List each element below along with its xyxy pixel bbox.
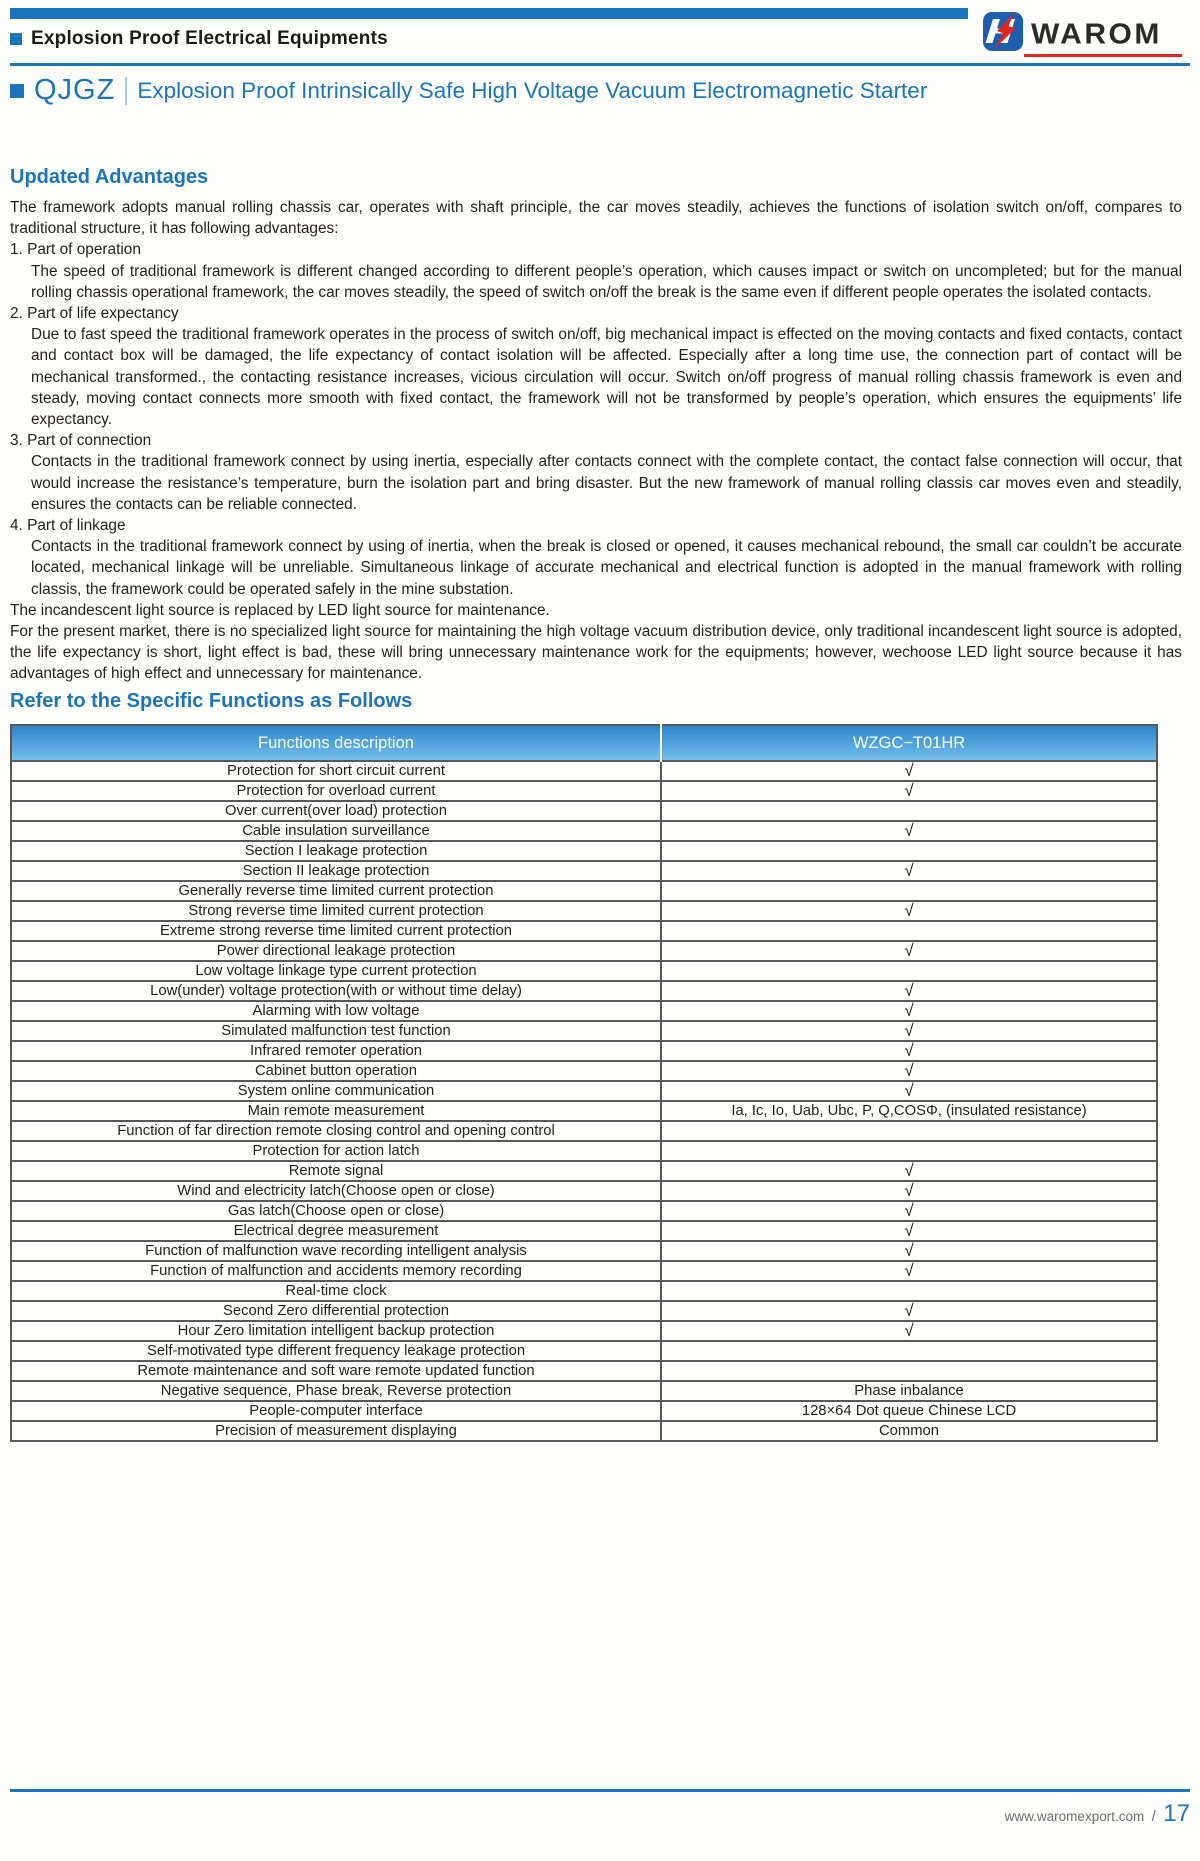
table-row xyxy=(11,1001,1157,1021)
function-value-cell xyxy=(661,1361,1157,1381)
table-row xyxy=(11,761,1157,781)
advantages-intro: The framework adopts manual rolling chassis car, operates with shaft principle, the car moves steadily, achieves the functions of isolation switch on/off, compares to traditional structure, it has following advantages: xyxy=(10,199,1182,238)
table-row xyxy=(11,1021,1157,1041)
function-value-cell xyxy=(661,1281,1157,1301)
function-value-cell: √ xyxy=(661,1321,1157,1341)
function-value-cell: √ xyxy=(661,1221,1157,1241)
function-value-cell: √ xyxy=(661,941,1157,961)
table-row xyxy=(11,1301,1157,1321)
square-bullet-icon xyxy=(10,33,22,45)
table-row xyxy=(11,1181,1157,1201)
function-description-cell: Alarming with low voltage xyxy=(11,1001,661,1021)
function-description-cell: Function of malfunction wave recording intelligent analysis xyxy=(11,1241,661,1261)
warom-logo xyxy=(982,10,1182,57)
table-row xyxy=(11,1101,1157,1121)
function-value-cell: √ xyxy=(661,901,1157,921)
advantage-item xyxy=(10,239,1182,303)
function-value-cell xyxy=(661,1141,1157,1161)
function-value-cell: √ xyxy=(661,821,1157,841)
table-row xyxy=(11,941,1157,961)
function-value-cell xyxy=(661,881,1157,901)
function-description-cell: Simulated malfunction test function xyxy=(11,1021,661,1041)
table-row xyxy=(11,1261,1157,1281)
function-value-cell: √ xyxy=(661,1241,1157,1261)
table-row xyxy=(11,1281,1157,1301)
function-description-cell: Protection for overload current xyxy=(11,781,661,801)
title-vertical-divider xyxy=(125,77,127,105)
advantage-item-text: The speed of traditional framework is different changed according to different people’s operation, which causes impact or switch on uncompleted; but for the manual rolling chassis operational framework, the car moves steadily, the speed of switch on/off the break is the same even if different people operates the isolated contacts. xyxy=(31,262,1182,301)
function-value-cell: √ xyxy=(661,1261,1157,1281)
page-number: 17 xyxy=(1163,1800,1190,1827)
function-value-cell: 128×64 Dot queue Chinese LCD xyxy=(661,1401,1157,1421)
functions-table-body xyxy=(11,761,1157,1441)
table-row xyxy=(11,781,1157,801)
led-statement: The incandescent light source is replaced by LED light source for maintenance. xyxy=(10,601,550,619)
table-row xyxy=(11,861,1157,881)
function-value-cell: √ xyxy=(661,1081,1157,1101)
top-accent-bar xyxy=(10,8,968,19)
table-row xyxy=(11,901,1157,921)
table-row xyxy=(11,1081,1157,1101)
advantages-heading: Updated Advantages xyxy=(10,166,209,188)
function-value-cell xyxy=(661,841,1157,861)
function-description-cell: Low voltage linkage type current protection xyxy=(11,961,661,981)
function-description-cell: Strong reverse time limited current protection xyxy=(11,901,661,921)
advantage-item-label: 2. Part of life expectancy xyxy=(10,305,179,323)
function-description-cell: Wind and electricity latch(Choose open or close) xyxy=(11,1181,661,1201)
table-row xyxy=(11,1381,1157,1401)
advantage-item xyxy=(10,303,1182,430)
header-divider-rule xyxy=(10,63,1190,66)
function-value-cell xyxy=(661,961,1157,981)
function-description-cell: Function of malfunction and accidents memory recording xyxy=(11,1261,661,1281)
function-value-cell: √ xyxy=(661,861,1157,881)
brand-header-title: Explosion Proof Electrical Equipments xyxy=(31,28,388,49)
function-value-cell: √ xyxy=(661,781,1157,801)
warom-logo-text: WAROM xyxy=(1031,18,1162,51)
function-description-cell: People-computer interface xyxy=(11,1401,661,1421)
led-paragraph: For the present market, there is no specialized light source for maintaining the high voltage vacuum distribution device, only traditional incandescent light source is adopted, the life expectancy is short, light effect is bad, these will bring unnecessary maintenance work for the equipments; however, wechoose LED light source because it has advantages of high effect and unnecessary for maintenance. xyxy=(10,623,1182,683)
function-value-cell: √ xyxy=(661,1021,1157,1041)
functions-table xyxy=(10,724,1158,1442)
function-description-cell: Hour Zero limitation intelligent backup protection xyxy=(11,1321,661,1341)
table-row xyxy=(11,1401,1157,1421)
table-row xyxy=(11,841,1157,861)
table-row xyxy=(11,1161,1157,1181)
table-row xyxy=(11,1061,1157,1081)
advantage-item xyxy=(10,430,1182,515)
function-value-cell xyxy=(661,921,1157,941)
footer-separator: / xyxy=(1151,1808,1156,1825)
function-value-cell: Phase inbalance xyxy=(661,1381,1157,1401)
advantage-item-text: Contacts in the traditional framework connect by using of inertia, when the break is closed or opened, it causes mechanical rebound, the small car couldn’t be accurate located, mechanical linkage will be unreliable. Simultaneous linkage of accurate mechanical and electrical function is adopted in the manual framework with rolling classis, the framework could be operated safely in the mine substation. xyxy=(31,538,1182,598)
advantages-body xyxy=(10,197,1182,685)
functions-heading: Refer to the Specific Functions as Follows xyxy=(10,690,413,712)
function-description-cell: Section I leakage protection xyxy=(11,841,661,861)
function-description-cell: System online communication xyxy=(11,1081,661,1101)
brand-header xyxy=(10,28,388,50)
function-description-cell: Extreme strong reverse time limited current protection xyxy=(11,921,661,941)
function-description-cell: Protection for action latch xyxy=(11,1141,661,1161)
table-row xyxy=(11,801,1157,821)
product-title xyxy=(10,74,927,107)
function-description-cell: Real-time clock xyxy=(11,1281,661,1301)
function-value-cell: Ia, Ic, Io, Uab, Ubc, P, Q,COSΦ, (insulated resistance) xyxy=(661,1101,1157,1121)
table-row xyxy=(11,1201,1157,1221)
function-value-cell: √ xyxy=(661,1181,1157,1201)
function-description-cell: Negative sequence, Phase break, Reverse protection xyxy=(11,1381,661,1401)
function-description-cell: Self-motivated type different frequency leakage protection xyxy=(11,1341,661,1361)
table-row xyxy=(11,1141,1157,1161)
table-row xyxy=(11,1221,1157,1241)
function-description-cell: Second Zero differential protection xyxy=(11,1301,661,1321)
function-value-cell: √ xyxy=(661,981,1157,1001)
footer xyxy=(10,1800,1190,1828)
table-row xyxy=(11,1361,1157,1381)
advantage-item-label: 3. Part of connection xyxy=(10,432,152,450)
table-row xyxy=(11,921,1157,941)
function-value-cell: √ xyxy=(661,1061,1157,1081)
function-value-cell xyxy=(661,801,1157,821)
table-row xyxy=(11,961,1157,981)
function-value-cell: Common xyxy=(661,1421,1157,1441)
function-description-cell: Protection for short circuit current xyxy=(11,761,661,781)
advantage-item-text: Due to fast speed the traditional framework operates in the process of switch on/off, big mechanical impact is effected on the moving contacts and fixed contacts, contact and contact box will be damaged, the life expectancy of contact isolation will be affected. Especially after a long time use, the connection part of contact will be mechanical transformed., the contacting resistance increases, vicious circulation will occur. Switch on/off progress of manual rolling chassis framework is even and steady, moving contact connects more smooth with fixed contact, the framework will not be transformed by people’s operation, which ensures the equipments’ life expectancy. xyxy=(31,326,1182,429)
function-description-cell: Precision of measurement displaying xyxy=(11,1421,661,1441)
advantage-item-label: 4. Part of linkage xyxy=(10,517,126,535)
function-description-cell: Over current(over load) protection xyxy=(11,801,661,821)
function-description-cell: Remote signal xyxy=(11,1161,661,1181)
table-row xyxy=(11,1241,1157,1261)
function-description-cell: Function of far direction remote closing control and opening control xyxy=(11,1121,661,1141)
product-name: Explosion Proof Intrinsically Safe High Voltage Vacuum Electromagnetic Starter xyxy=(137,77,928,103)
warom-logo-icon xyxy=(982,10,1026,52)
table-row xyxy=(11,821,1157,841)
function-value-cell xyxy=(661,1341,1157,1361)
product-model: QJGZ xyxy=(34,74,116,106)
function-description-cell: Low(under) voltage protection(with or without time delay) xyxy=(11,981,661,1001)
function-description-cell: Cabinet button operation xyxy=(11,1061,661,1081)
table-row xyxy=(11,1121,1157,1141)
function-description-cell: Cable insulation surveillance xyxy=(11,821,661,841)
advantage-item-text: Contacts in the traditional framework connect by using inertia, especially after contacts connect with the complete contact, the contact false connection will occur, that would increase the resistance’s temperature, burn the isolation part and bring disaster. But the new framework of manual rolling classis car moves even and steadily, ensures the contacts can be reliable connected. xyxy=(31,453,1182,513)
function-value-cell xyxy=(661,1121,1157,1141)
square-bullet-icon xyxy=(10,84,24,98)
function-description-cell: Infrared remoter operation xyxy=(11,1041,661,1061)
function-value-cell: √ xyxy=(661,1041,1157,1061)
table-row xyxy=(11,1341,1157,1361)
function-description-cell: Generally reverse time limited current protection xyxy=(11,881,661,901)
table-row xyxy=(11,881,1157,901)
functions-table-header-row xyxy=(11,725,1157,761)
function-description-cell: Remote maintenance and soft ware remote updated function xyxy=(11,1361,661,1381)
function-value-cell: √ xyxy=(661,761,1157,781)
function-description-cell: Power directional leakage protection xyxy=(11,941,661,961)
footer-divider-rule xyxy=(10,1789,1190,1792)
function-description-cell: Section II leakage protection xyxy=(11,861,661,881)
table-row xyxy=(11,1321,1157,1341)
function-description-cell: Main remote measurement xyxy=(11,1101,661,1121)
function-value-cell: √ xyxy=(661,1301,1157,1321)
table-row xyxy=(11,981,1157,1001)
footer-website-link[interactable]: www.waromexport.com xyxy=(1004,1809,1145,1824)
advantage-item-label: 1. Part of operation xyxy=(10,241,141,259)
function-value-cell: √ xyxy=(661,1201,1157,1221)
function-value-cell: √ xyxy=(661,1161,1157,1181)
column-header-functions-description: Functions description xyxy=(11,725,661,761)
function-description-cell: Gas latch(Choose open or close) xyxy=(11,1201,661,1221)
column-header-model: WZGC−T01HR xyxy=(661,725,1157,761)
function-description-cell: Electrical degree measurement xyxy=(11,1221,661,1241)
table-row xyxy=(11,1421,1157,1441)
advantages-list xyxy=(10,239,1182,599)
advantage-item xyxy=(10,515,1182,600)
table-row xyxy=(11,1041,1157,1061)
function-value-cell: √ xyxy=(661,1001,1157,1021)
logo-red-underline xyxy=(1024,54,1182,57)
